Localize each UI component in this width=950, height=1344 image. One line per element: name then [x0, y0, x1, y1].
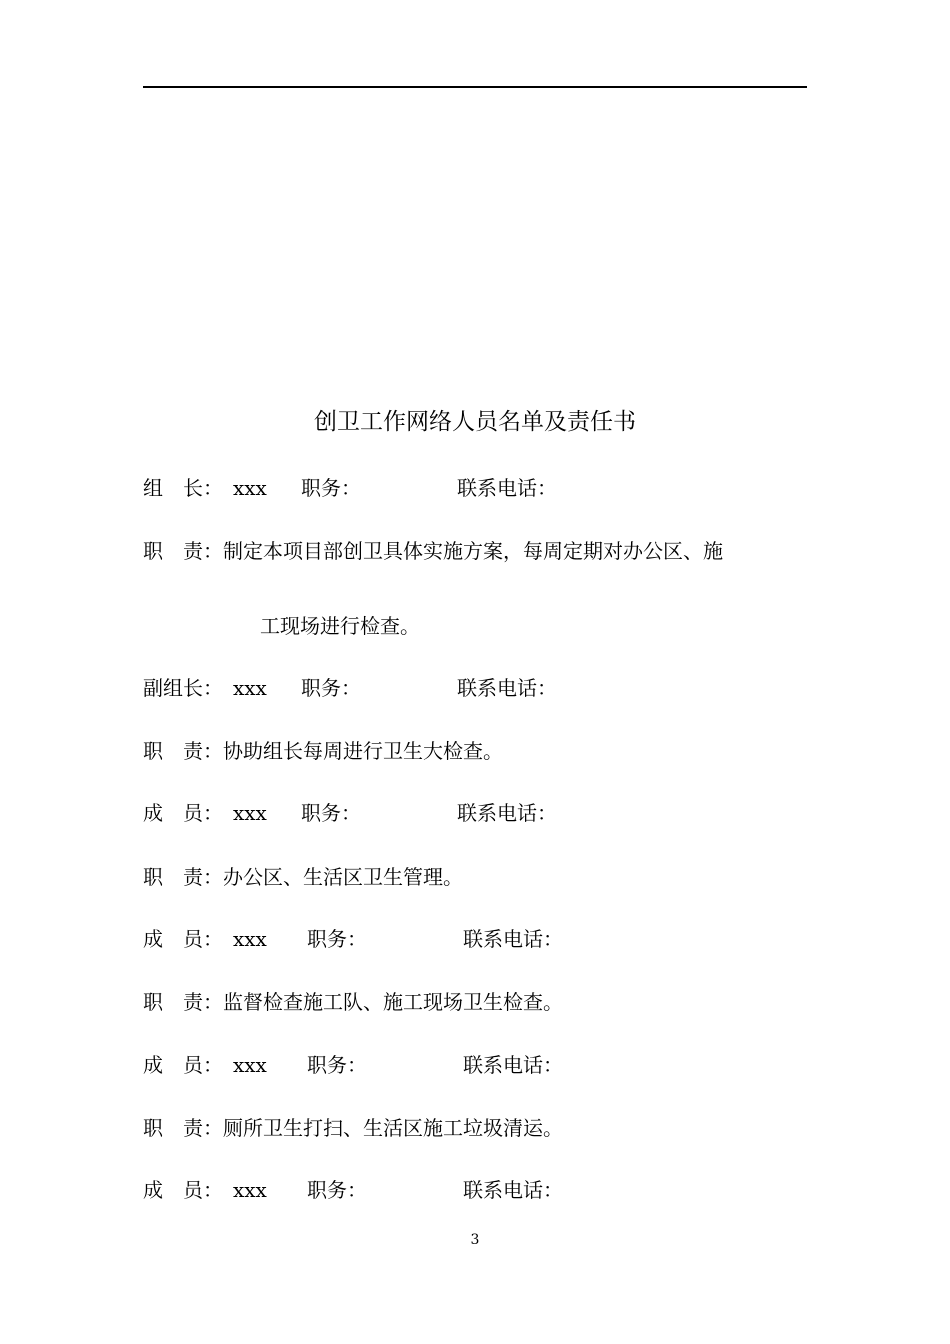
deputy-responsibility — [143, 736, 503, 766]
member-responsibility — [143, 987, 563, 1017]
leader-responsibility — [143, 536, 723, 566]
duty-label: 职务： — [307, 927, 367, 951]
member-row — [143, 798, 557, 828]
phone-label: 联系电话： — [463, 1178, 563, 1202]
responsibility-text: 协助组长每周进行卫生大检查。 — [223, 739, 503, 763]
deputy-row — [143, 673, 557, 703]
leader-row — [143, 473, 557, 503]
leader-responsibility-continued: 工现场进行检查。 — [260, 614, 420, 638]
role-label: 成 员： — [143, 1053, 223, 1077]
role-label: 成 员： — [143, 927, 223, 951]
responsibility-label: 职 责： — [143, 865, 223, 889]
phone-label: 联系电话： — [463, 927, 563, 951]
phone-label: 联系电话： — [457, 676, 557, 700]
member-responsibility — [143, 1113, 563, 1143]
responsibility-label: 职 责： — [143, 739, 223, 763]
responsibility-label: 职 责： — [143, 1116, 223, 1140]
member-name: xxx — [233, 801, 267, 825]
role-label: 组 长： — [143, 476, 223, 500]
responsibility-text: 监督检查施工队、施工现场卫生检查。 — [223, 990, 563, 1014]
phone-label: 联系电话： — [463, 1053, 563, 1077]
member-row — [143, 1175, 563, 1205]
member-name: xxx — [233, 927, 267, 951]
member-name: xxx — [233, 1053, 267, 1077]
duty-label: 职务： — [301, 676, 361, 700]
duty-label: 职务： — [307, 1053, 367, 1077]
member-name: xxx — [233, 676, 267, 700]
document-title: 创卫工作网络人员名单及责任书 — [314, 409, 636, 435]
header-rule — [143, 86, 807, 88]
role-label: 成 员： — [143, 801, 223, 825]
duty-label: 职务： — [301, 476, 361, 500]
member-row — [143, 1050, 563, 1080]
responsibility-label: 职 责： — [143, 990, 223, 1014]
member-name: xxx — [233, 1178, 267, 1202]
responsibility-text: 厕所卫生打扫、生活区施工垃圾清运。 — [223, 1116, 563, 1140]
responsibility-text: 办公区、生活区卫生管理。 — [223, 865, 463, 889]
role-label: 副组长： — [143, 676, 223, 700]
duty-label: 职务： — [301, 801, 361, 825]
phone-label: 联系电话： — [457, 801, 557, 825]
responsibility-label: 职 责： — [143, 539, 223, 563]
responsibility-text: 制定本项目部创卫具体实施方案，每周定期对办公区、施 — [223, 539, 723, 563]
member-responsibility — [143, 862, 463, 892]
role-label: 成 员： — [143, 1178, 223, 1202]
phone-label: 联系电话： — [457, 476, 557, 500]
duty-label: 职务： — [307, 1178, 367, 1202]
member-row — [143, 924, 563, 954]
member-name: xxx — [233, 476, 267, 500]
page-number: 3 — [470, 1232, 480, 1248]
